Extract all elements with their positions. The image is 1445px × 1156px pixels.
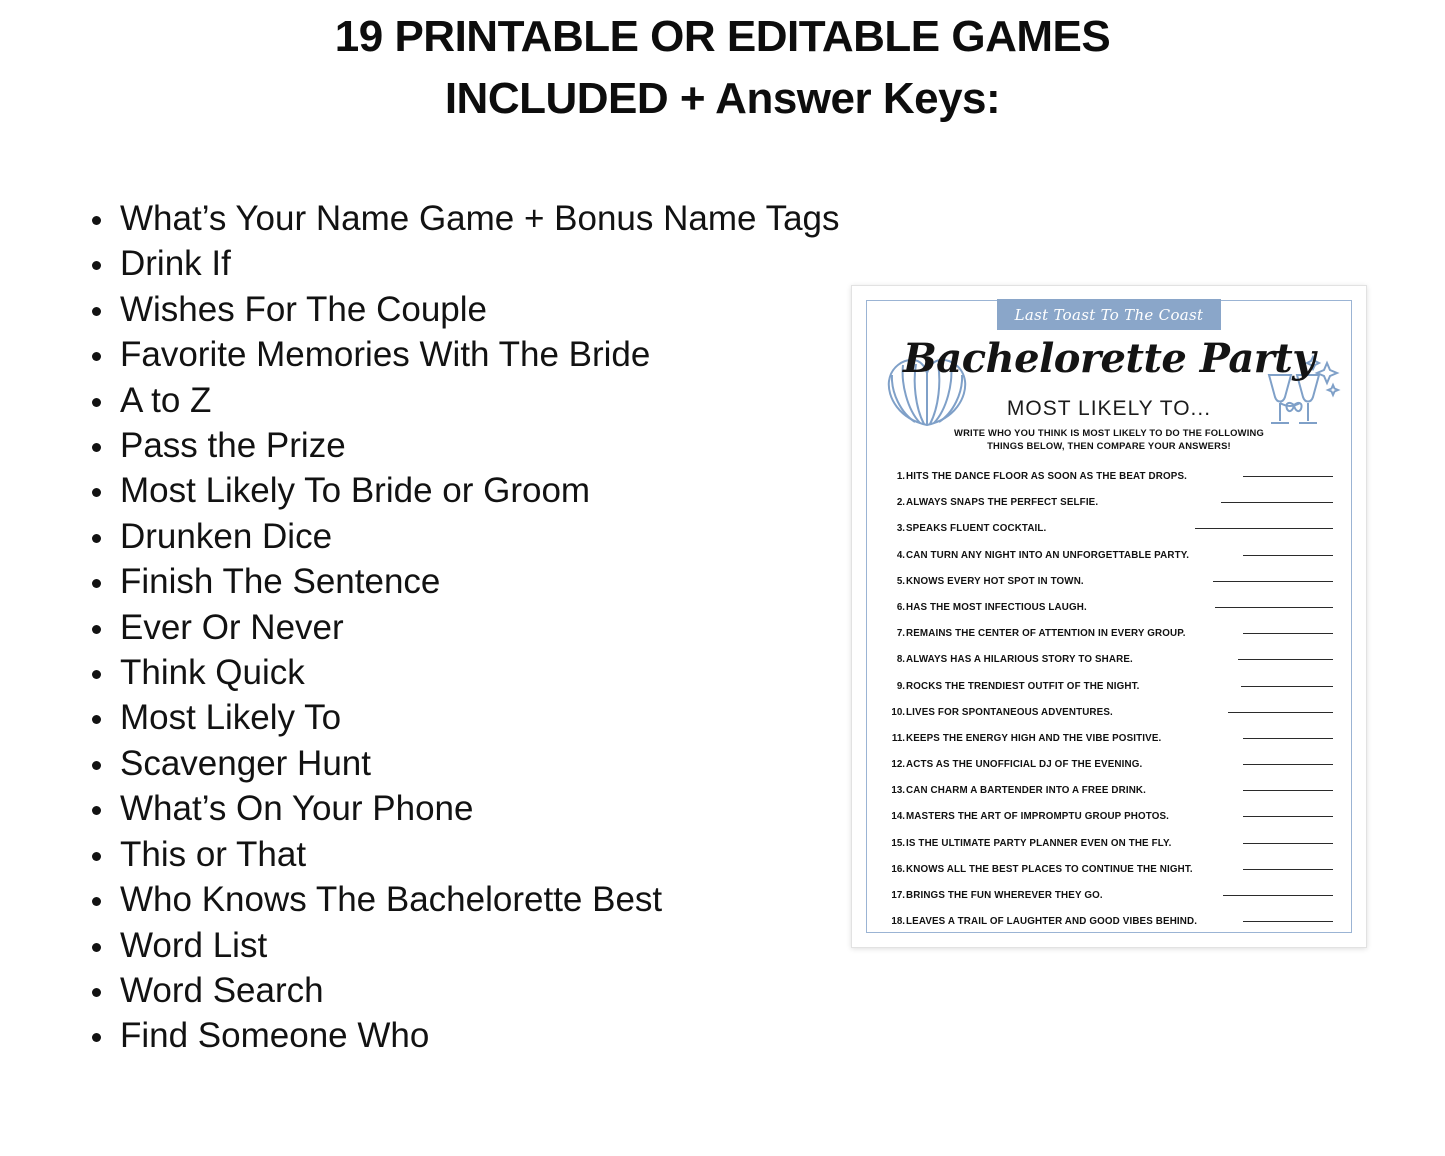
- prompt-text: BRINGS THE FUN WHEREVER THEY GO.: [906, 890, 1103, 901]
- list-item: Who Knows The Bachelorette Best: [78, 877, 838, 922]
- list-item: Think Quick: [78, 650, 838, 695]
- prompt-text: HAS THE MOST INFECTIOUS LAUGH.: [906, 601, 1087, 613]
- list-item: Drunken Dice: [78, 514, 838, 559]
- list-item: Wishes For The Couple: [78, 287, 838, 332]
- prompt-text: ALWAYS HAS A HILARIOUS STORY TO SHARE.: [906, 654, 1133, 666]
- prompt-row: [885, 759, 1333, 785]
- prompt-number: 4.: [896, 549, 905, 561]
- prompt-number: 11.: [891, 732, 905, 744]
- list-item: A to Z: [78, 378, 838, 423]
- prompt-text: KNOWS EVERY HOT SPOT IN TOWN.: [906, 575, 1084, 587]
- ribbon-banner: [997, 299, 1221, 330]
- list-item: Finish The Sentence: [78, 559, 838, 604]
- prompt-number: 1.: [896, 471, 905, 482]
- prompt-number: 7.: [896, 628, 905, 640]
- answer-blank-line[interactable]: [1243, 633, 1333, 634]
- prompt-number: 2.: [896, 497, 905, 509]
- prompt-number: 12.: [891, 759, 905, 771]
- list-item: Favorite Memories With The Bride: [78, 332, 838, 377]
- page-title-line-1: 19 PRINTABLE OR EDITABLE GAMES: [334, 12, 1111, 61]
- answer-blank-line[interactable]: [1243, 843, 1333, 844]
- ribbon-label: Last Toast To The Coast: [1014, 305, 1204, 324]
- list-item: Ever Or Never: [78, 605, 838, 650]
- list-item: Scavenger Hunt: [78, 741, 838, 786]
- prompt-text: LIVES FOR SPONTANEOUS ADVENTURES.: [906, 706, 1113, 718]
- answer-blank-line[interactable]: [1213, 581, 1333, 582]
- prompt-text: CAN CHARM A BARTENDER INTO A FREE DRINK.: [906, 785, 1147, 797]
- prompt-text: ACTS AS THE UNOFFICIAL DJ OF THE EVENING.: [906, 759, 1143, 771]
- prompt-number: 6.: [896, 601, 905, 613]
- prompt-row: [885, 550, 1333, 576]
- answer-blank-line[interactable]: [1243, 764, 1333, 765]
- list-item: Pass the Prize: [78, 423, 838, 468]
- list-item: Drink If: [78, 241, 838, 286]
- list-item: What’s On Your Phone: [78, 786, 838, 831]
- prompt-row: [885, 523, 1333, 549]
- answer-blank-line[interactable]: [1195, 528, 1333, 529]
- prompt-number: 10.: [891, 706, 905, 718]
- games-list: [78, 196, 838, 1059]
- prompt-text: ALWAYS SNAPS THE PERFECT SELFIE.: [906, 497, 1099, 509]
- prompt-row: [885, 602, 1333, 628]
- prompt-text: SPEAKS FLUENT COCKTAIL.: [906, 523, 1047, 535]
- prompt-number: 3.: [896, 523, 905, 535]
- prompt-row: [885, 890, 1333, 916]
- list-item: Word Search: [78, 968, 838, 1013]
- prompt-text: IS THE ULTIMATE PARTY PLANNER EVEN ON THE FLY.: [906, 837, 1172, 849]
- page-title: [173, 0, 1273, 131]
- answer-blank-line[interactable]: [1241, 686, 1333, 687]
- answer-blank-line[interactable]: [1221, 502, 1333, 503]
- prompt-number: 15.: [891, 837, 905, 849]
- list-item: Word List: [78, 923, 838, 968]
- prompt-number: 13.: [891, 785, 905, 797]
- answer-blank-line[interactable]: [1228, 712, 1333, 713]
- prompt-text: CAN TURN ANY NIGHT INTO AN UNFORGETTABLE PARTY.: [906, 549, 1190, 561]
- preview-script-title: Bachelorette Party: [902, 335, 1316, 382]
- list-item: Most Likely To: [78, 695, 838, 740]
- prompt-row: [885, 916, 1333, 942]
- prompt-number: 9.: [896, 680, 905, 692]
- prompt-row: [885, 471, 1333, 497]
- prompt-text: HITS THE DANCE FLOOR AS SOON AS THE BEAT DROPS.: [906, 471, 1188, 482]
- prompt-row: [885, 864, 1333, 890]
- printable-preview-card: [851, 285, 1367, 948]
- page-title-line-2: INCLUDED + Answer Keys:: [444, 74, 1001, 124]
- prompt-row: [885, 628, 1333, 654]
- prompt-number: 5.: [896, 575, 905, 587]
- prompt-number: 8.: [896, 654, 905, 666]
- answer-blank-line[interactable]: [1238, 659, 1333, 660]
- answer-blank-line[interactable]: [1243, 476, 1333, 477]
- answer-blank-line[interactable]: [1243, 738, 1333, 739]
- list-item: This or That: [78, 832, 838, 877]
- prompt-list: [885, 471, 1333, 942]
- list-item: Find Someone Who: [78, 1013, 838, 1058]
- list-item: What’s Your Name Game + Bonus Name Tags: [78, 196, 838, 241]
- prompt-number: 18.: [891, 916, 905, 928]
- prompt-text: MASTERS THE ART OF IMPROMPTU GROUP PHOTOS.: [906, 811, 1170, 823]
- prompt-text: LEAVES A TRAIL OF LAUGHTER AND GOOD VIBES BEHIND.: [906, 916, 1198, 928]
- answer-blank-line[interactable]: [1215, 607, 1333, 608]
- preview-instructions: WRITE WHO YOU THINK IS MOST LIKELY TO DO THE FOLLOWING THINGS BELOW, THEN COMPARE YOUR ANSWERS!: [954, 427, 1264, 451]
- prompt-row: [885, 811, 1333, 837]
- prompt-number: 17.: [891, 890, 905, 901]
- preview-inner-border: [866, 300, 1352, 933]
- prompt-number: 16.: [891, 863, 905, 875]
- answer-blank-line[interactable]: [1243, 790, 1333, 791]
- prompt-row: [885, 497, 1333, 523]
- prompt-text: KNOWS ALL THE BEST PLACES TO CONTINUE THE NIGHT.: [906, 863, 1193, 875]
- prompt-row: [885, 654, 1333, 680]
- prompt-text: REMAINS THE CENTER OF ATTENTION IN EVERY GROUP.: [906, 628, 1186, 640]
- answer-blank-line[interactable]: [1243, 921, 1333, 922]
- prompt-row: [885, 838, 1333, 864]
- answer-blank-line[interactable]: [1223, 895, 1333, 896]
- prompt-number: 14.: [891, 811, 905, 823]
- prompt-row: [885, 733, 1333, 759]
- preview-subtitle: MOST LIKELY TO...: [1006, 397, 1212, 420]
- prompt-row: [885, 681, 1333, 707]
- prompt-row: [885, 707, 1333, 733]
- prompt-text: ROCKS THE TRENDIEST OUTFIT OF THE NIGHT.: [906, 680, 1140, 692]
- prompt-text: KEEPS THE ENERGY HIGH AND THE VIBE POSITIVE.: [906, 732, 1162, 744]
- answer-blank-line[interactable]: [1243, 816, 1333, 817]
- answer-blank-line[interactable]: [1243, 555, 1333, 556]
- prompt-row: [885, 785, 1333, 811]
- list-item: Most Likely To Bride or Groom: [78, 468, 838, 513]
- answer-blank-line[interactable]: [1243, 869, 1333, 870]
- prompt-row: [885, 576, 1333, 602]
